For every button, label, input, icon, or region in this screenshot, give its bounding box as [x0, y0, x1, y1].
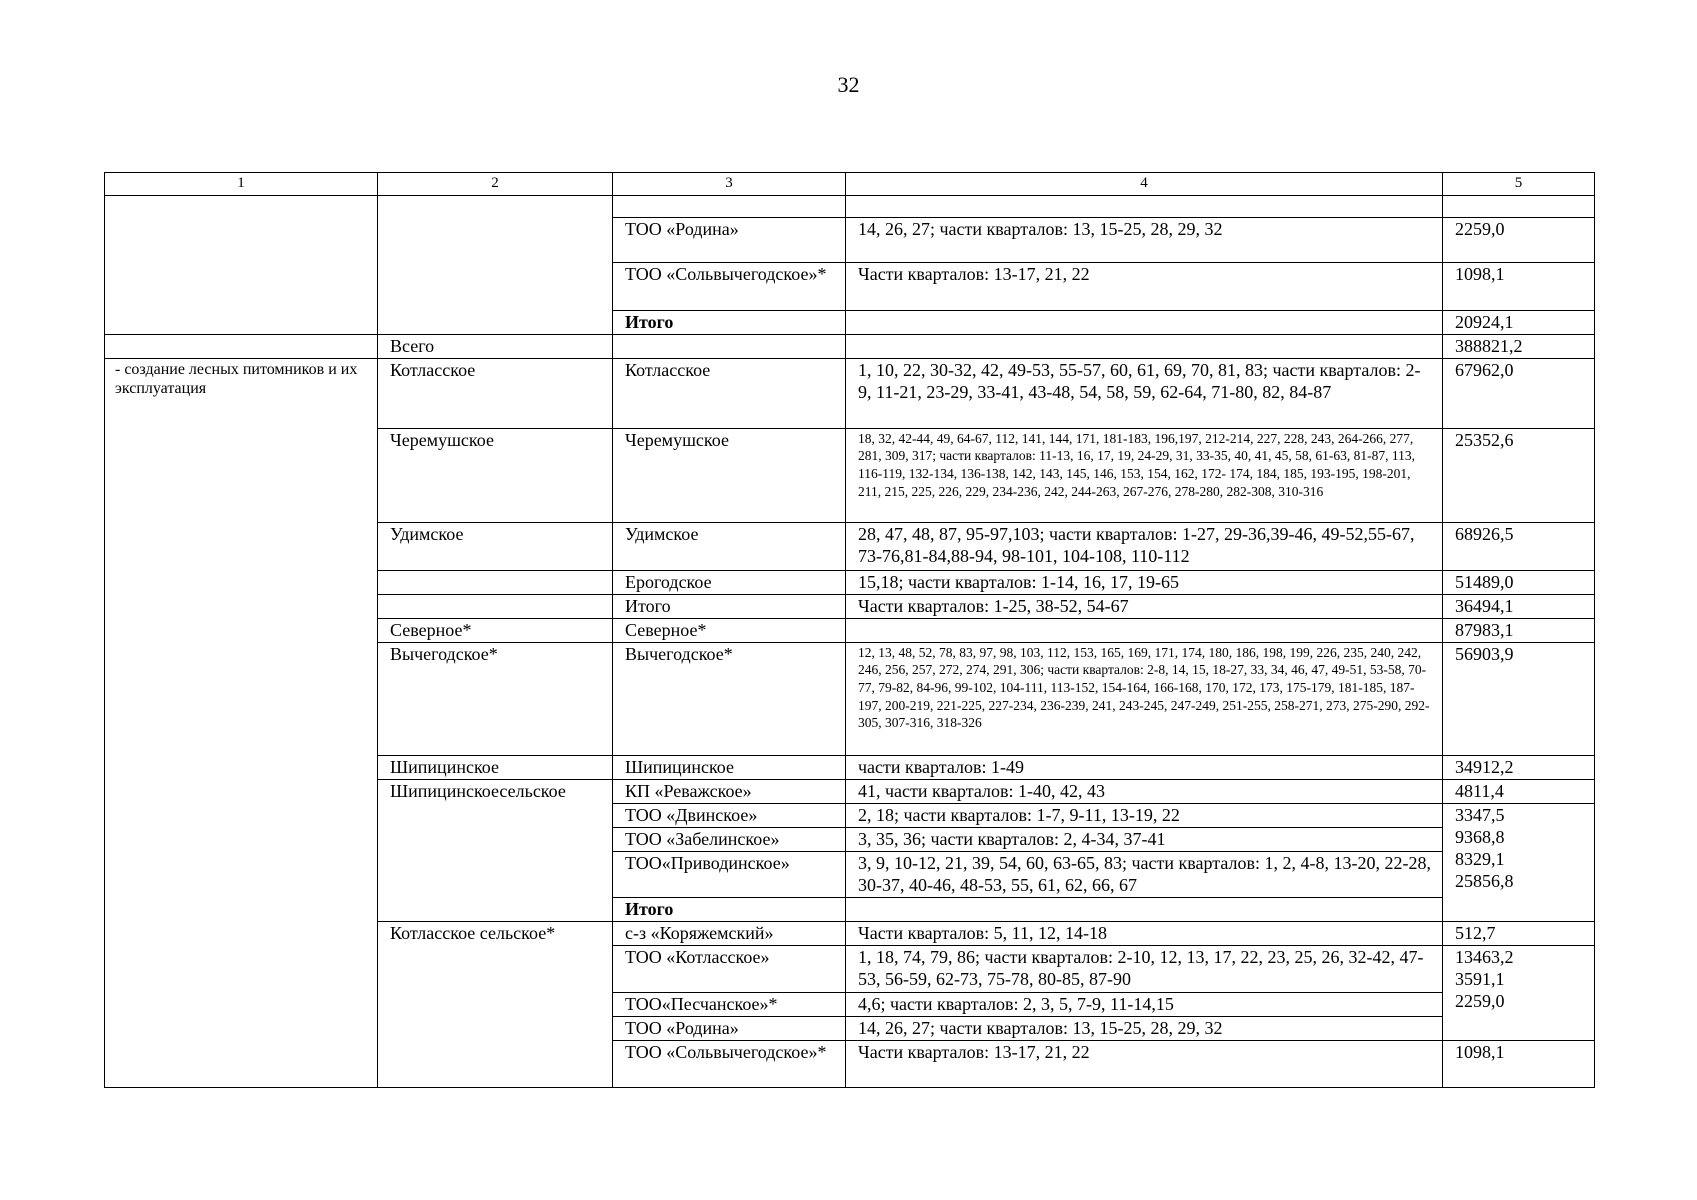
district-cell: Котласское — [613, 358, 846, 428]
quarters-cell: Части кварталов: 13-17, 21, 22 — [846, 1040, 1443, 1087]
table-header-row — [105, 173, 1595, 196]
table-row — [105, 358, 1595, 428]
district-cell: ТОО «Забелинское» — [613, 827, 846, 851]
district-cell: с-з «Коряжемский» — [613, 921, 846, 945]
quarters-cell-empty — [846, 334, 1443, 358]
quarters-cell: 2, 18; части кварталов: 1-7, 9-11, 13-19, 22 — [846, 803, 1443, 827]
area-cell: 87983,1 — [1443, 618, 1595, 642]
forestry-cell: Котласское — [378, 358, 613, 428]
column-header: 5 — [1443, 173, 1595, 196]
district-cell: ТОО «Двинское» — [613, 803, 846, 827]
forestry-cell — [378, 570, 613, 594]
forestry-cell: Северное* — [378, 618, 613, 642]
area-value: 2259,0 — [1455, 990, 1505, 1011]
area-cell: 68926,5 — [1443, 522, 1595, 570]
quarters-cell: 41, части кварталов: 1-40, 42, 43 — [846, 779, 1443, 803]
area-cell: 67962,0 — [1443, 358, 1595, 428]
page-number: 32 — [837, 72, 860, 97]
quarters-cell — [846, 897, 1443, 921]
area-value: 3347,5 — [1455, 804, 1505, 825]
quarters-cell: 1, 18, 74, 79, 86; части кварталов: 2-10, 12, 13, 17, 22, 23, 25, 26, 32-42, 47-53, 56-59, 62-73, 75-78, 80-85, 87-90 — [846, 945, 1443, 992]
forestry-cell-empty — [378, 196, 613, 335]
area-cell: 4811,4 — [1443, 779, 1595, 803]
district-cell: ТОО«Песчанское»* — [613, 992, 846, 1016]
area-stack-cell — [1443, 803, 1595, 921]
quarters-cell: 1, 10, 22, 30-32, 42, 49-53, 55-57, 60, 61, 69, 70, 81, 83; части кварталов: 2-9, 11-21, 23-29, 33-41, 43-48, 54, 58, 59, 62-64, 71-80, 82, 84-87 — [846, 358, 1443, 428]
quarters-cell: 12, 13, 48, 52, 78, 83, 97, 98, 103, 112, 153, 165, 169, 171, 174, 180, 186, 198, 199, 226, 235, 240, 242, 246, 256, 257, 272, 274, 291, 306; части кварталов: 2-8, 14, 15, 18-27, 33, 34, 46, 47, 49-51, 53-58, 70-77, 79-82, 84-96, 99-102, 104-111, 113-152, 154-164, 166-168, 170, 172, 173, 175-179, 181-185, 187-197, 200-219, 221-225, 227-234, 236-239, 241, 243-245, 247-249, 251-255, 258-271, 273, 275-290, 292-305, 307-316, 318-326 — [846, 642, 1443, 755]
area-cell: 25352,6 — [1443, 428, 1595, 522]
subtotal-label: Итого — [613, 897, 846, 921]
activity-type-cell: - создание лесных питомников и их эксплуатация — [105, 358, 378, 1087]
area-cell — [1443, 196, 1595, 218]
column-header: 1 — [105, 173, 378, 196]
district-cell: ТОО «Сольвычегодское»* — [613, 1040, 846, 1087]
quarters-cell: 14, 26, 27; части кварталов: 13, 15-25, 28, 29, 32 — [846, 218, 1443, 263]
quarters-cell: 15,18; части кварталов: 1-14, 16, 17, 19-65 — [846, 570, 1443, 594]
district-cell: Северное* — [613, 618, 846, 642]
district-cell — [613, 196, 846, 218]
area-value: 25856,8 — [1455, 870, 1514, 891]
district-cell: КП «Реважское» — [613, 779, 846, 803]
district-cell: Ерогодское — [613, 570, 846, 594]
district-cell: Черемушское — [613, 428, 846, 522]
district-cell: ТОО «Родина» — [613, 1016, 846, 1040]
forestry-cell: Котласское сельское* — [378, 921, 613, 1087]
total-value: 388821,2 — [1443, 334, 1595, 358]
district-cell: ТОО «Родина» — [613, 218, 846, 263]
column-header: 2 — [378, 173, 613, 196]
district-cell: ТОО«Приводинское» — [613, 851, 846, 897]
quarters-cell — [846, 196, 1443, 218]
quarters-cell: 28, 47, 48, 87, 95-97,103; части кварталов: 1-27, 29-36,39-46, 49-52,55-67, 73-76,81-84,88-94, 98-101, 104-108, 110-112 — [846, 522, 1443, 570]
quarters-cell — [846, 311, 1443, 335]
district-cell: ТОО «Котласское» — [613, 945, 846, 992]
quarters-cell — [846, 618, 1443, 642]
area-value: 8329,1 — [1455, 848, 1505, 869]
forestry-cell: Удимское — [378, 522, 613, 570]
total-label: Всего — [378, 334, 613, 358]
quarters-cell: 18, 32, 42-44, 49, 64-67, 112, 141, 144, 171, 181-183, 196,197, 212-214, 227, 228, 243, 264-266, 277, 281, 309, 317; части кварталов: 11-13, 16, 17, 19, 24-29, 31, 33-35, 40, 41, 45, 58, 61-63, 81-87, 113, 116-119, 132-134, 136-138, 142, 143, 145, 146, 153, 154, 162, 172- 174, 184, 185, 193-195, 198-201, 211, 215, 225, 226, 229, 234-236, 242, 244-263, 267-276, 278-280, 282-308, 310-316 — [846, 428, 1443, 522]
quarters-cell: 14, 26, 27; части кварталов: 13, 15-25, 28, 29, 32 — [846, 1016, 1443, 1040]
forestry-cell — [378, 594, 613, 618]
forestry-cell: Шипицинское — [378, 755, 613, 779]
section-cell-empty — [105, 334, 378, 358]
allocation-table — [104, 172, 1594, 1088]
area-cell: 1098,1 — [1443, 1040, 1595, 1087]
total-row — [105, 334, 1595, 358]
district-cell: Шипицинское — [613, 755, 846, 779]
area-cell: 512,7 — [1443, 921, 1595, 945]
column-header: 3 — [613, 173, 846, 196]
district-cell: Вычегодское* — [613, 642, 846, 755]
area-value: 3591,1 — [1455, 968, 1505, 989]
area-value: 13463,2 — [1455, 946, 1514, 967]
quarters-cell: части кварталов: 1-49 — [846, 755, 1443, 779]
area-cell: 36494,1 — [1443, 594, 1595, 618]
area-cell: 2259,0 — [1443, 218, 1595, 263]
area-cell: 56903,9 — [1443, 642, 1595, 755]
forestry-cell: Вычегодское* — [378, 642, 613, 755]
district-cell: Итого — [613, 594, 846, 618]
forestry-cell: Черемушское — [378, 428, 613, 522]
area-cell: 34912,2 — [1443, 755, 1595, 779]
quarters-cell: Части кварталов: 13-17, 21, 22 — [846, 263, 1443, 311]
area-value: 9368,8 — [1455, 826, 1505, 847]
quarters-cell: 3, 9, 10-12, 21, 39, 54, 60, 63-65, 83; части кварталов: 1, 2, 4-8, 13-20, 22-28, 30-37, 40-46, 48-53, 55, 61, 62, 66, 67 — [846, 851, 1443, 897]
column-header: 4 — [846, 173, 1443, 196]
quarters-cell: 3, 35, 36; части кварталов: 2, 4-34, 37-41 — [846, 827, 1443, 851]
quarters-cell: 4,6; части кварталов: 2, 3, 5, 7-9, 11-14,15 — [846, 992, 1443, 1016]
area-stack-cell — [1443, 945, 1595, 1040]
subtotal-label: Итого — [613, 311, 846, 335]
quarters-cell: Части кварталов: 5, 11, 12, 14-18 — [846, 921, 1443, 945]
area-cell: 1098,1 — [1443, 263, 1595, 311]
district-cell: Удимское — [613, 522, 846, 570]
quarters-cell: Части кварталов: 1-25, 38-52, 54-67 — [846, 594, 1443, 618]
district-cell: ТОО «Сольвычегодское»* — [613, 263, 846, 311]
subtotal-value: 20924,1 — [1443, 311, 1595, 335]
forestry-cell: Шипицинскоесельское — [378, 779, 613, 921]
table-row — [105, 196, 1595, 218]
forest-quarters-table — [104, 172, 1595, 1088]
section-cell-empty — [105, 196, 378, 335]
area-cell: 51489,0 — [1443, 570, 1595, 594]
district-cell-empty — [613, 334, 846, 358]
